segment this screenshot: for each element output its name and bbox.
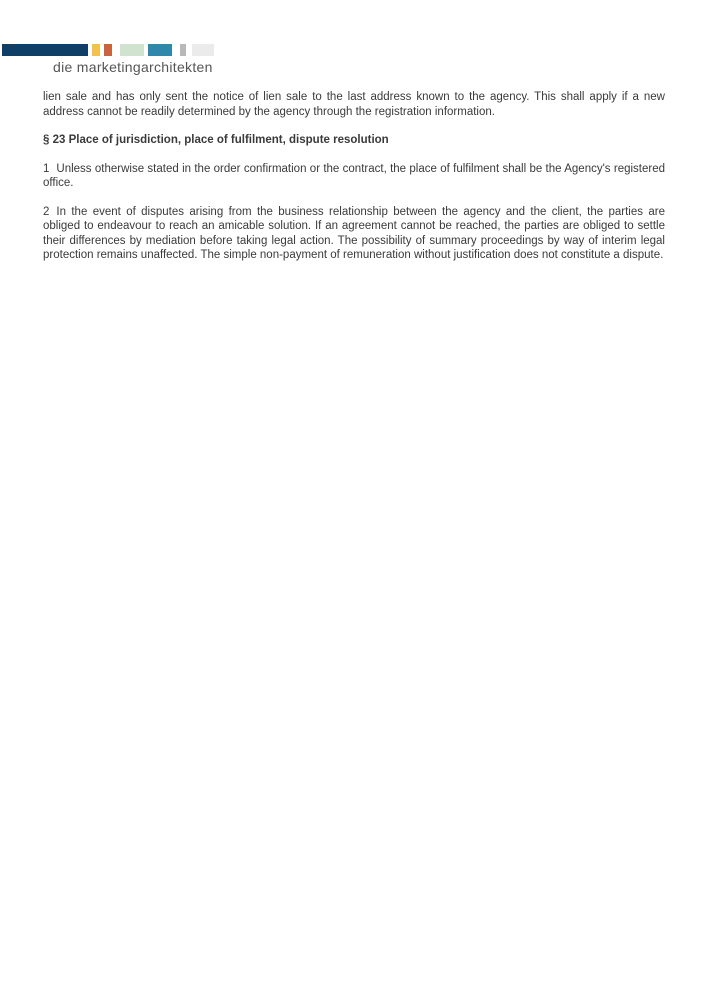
- clause-1-number: 1: [43, 162, 50, 175]
- clause-2: [43, 205, 665, 263]
- clause-2-number: 2: [43, 205, 50, 218]
- clause-1-text: Unless otherwise stated in the order confirmation or the contract, the place of fulfilment shall be the Agency's registered office.: [43, 162, 665, 189]
- intro-paragraph: lien sale and has only sent the notice of lien sale to the last address known to the agency. This shall apply if a new address cannot be readily determined by the agency through the registration information.: [43, 91, 665, 118]
- logo-bar-yellow: [92, 44, 100, 56]
- logo-color-bars: [0, 42, 230, 56]
- section-heading: § 23 Place of jurisdiction, place of fulfilment, dispute resolution: [43, 134, 389, 146]
- logo-text: die marketingarchitekten: [53, 59, 213, 75]
- logo-bar-gray: [180, 44, 186, 56]
- clause-2-text: In the event of disputes arising from the business relationship between the agency and the client, the parties are obliged to endeavour to reach an amicable solution. If an agreement cannot be reached, the parties are obliged to settle their differences by mediation before taking legal action. The possibility of summary proceedings by way of interim legal protection remains unaffected. The simple non-payment of remuneration without justification does not constitute a dispute.: [43, 205, 665, 261]
- logo-bar-navy: [2, 44, 88, 56]
- company-logo: [0, 42, 230, 82]
- logo-bar-mint: [120, 44, 144, 56]
- document-body: [43, 90, 665, 277]
- logo-bar-light: [192, 44, 214, 56]
- logo-bar-red: [104, 44, 112, 56]
- logo-bar-blue: [148, 44, 172, 56]
- clause-1: [43, 162, 665, 191]
